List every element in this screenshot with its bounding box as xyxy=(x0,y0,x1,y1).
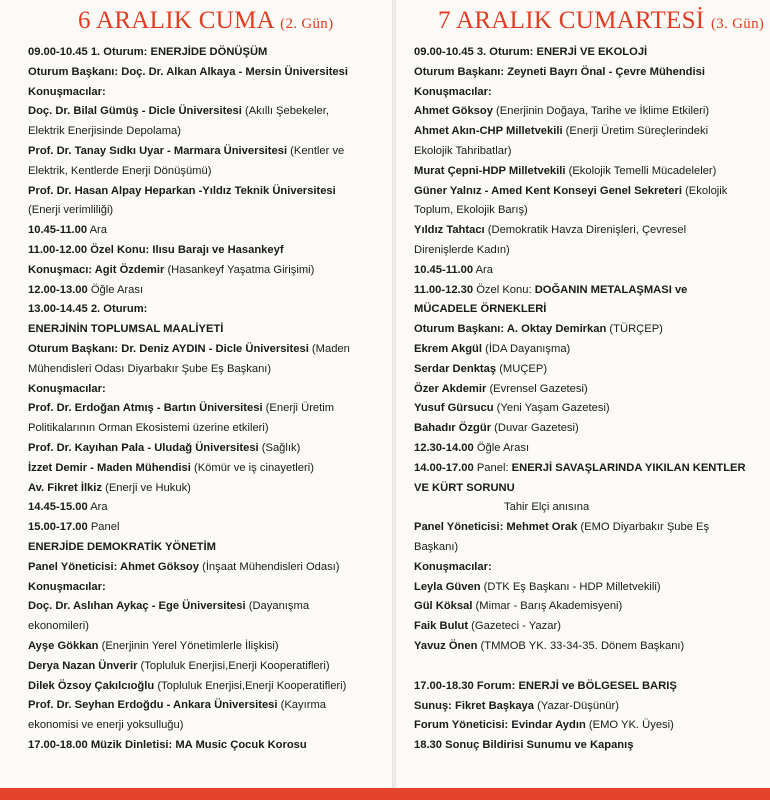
day-1-subtitle: (2. Gün) xyxy=(280,16,334,32)
program-line xyxy=(28,320,386,340)
line-bold-text: 14.45-15.00 xyxy=(28,501,88,514)
program-line xyxy=(28,558,386,578)
line-bold-text: ENERJİDE DEMOKRATİK YÖNETİM xyxy=(28,540,216,553)
line-bold-text: VE KÜRT SORUNU xyxy=(414,481,515,494)
program-line xyxy=(28,518,386,538)
program-line xyxy=(28,736,386,756)
program-line xyxy=(414,261,766,281)
line-text: (Akıllı Şebekeler, xyxy=(241,105,329,118)
line-text: Panel: xyxy=(473,461,512,474)
line-text: (Enerji ve Hukuk) xyxy=(102,481,191,494)
program-line xyxy=(414,538,766,558)
program-line xyxy=(414,182,766,202)
line-bold-text: Sunuş: Fikret Başkaya xyxy=(414,699,535,712)
program-line xyxy=(28,43,386,63)
line-bold-text: Dilek Özsoy Çakılcıoğlu xyxy=(28,679,155,692)
line-bold-text: DOĞANIN METALAŞMASI ve xyxy=(534,283,688,296)
line-bold-text: Özer Akdemir xyxy=(414,382,487,395)
program-line xyxy=(28,459,386,479)
program-line xyxy=(414,459,766,479)
bottom-band xyxy=(0,788,770,800)
line-text: Öğle Arası xyxy=(473,441,530,454)
line-bold-text: Prof. Dr. Tanay Sıdkı Uyar - Marmara Üniversitesi xyxy=(28,144,288,157)
line-bold-text: Konuşmacı: Agit Özdemir xyxy=(28,263,165,276)
line-bold-text: Konuşmacılar: xyxy=(414,85,492,98)
line-bold-text: Panel Yöneticisi: Ahmet Göksoy xyxy=(28,560,199,573)
line-bold-text: Konuşmacılar: xyxy=(28,580,106,593)
line-bold-text: 12.30-14.00 xyxy=(414,441,474,454)
line-bold-text: Prof. Dr. Erdoğan Atmış - Bartın Üniversitesi xyxy=(28,402,263,415)
line-text: ekonomisi ve enerji yoksulluğu) xyxy=(28,719,184,732)
program-line xyxy=(414,578,766,598)
program-line xyxy=(28,182,386,202)
line-text: (İnşaat Mühendisleri Odası) xyxy=(198,560,340,573)
line-bold-text: Konuşmacılar: xyxy=(28,382,106,395)
line-bold-text: Oturum Başkanı: A. Oktay Demirkan xyxy=(414,323,607,336)
line-bold-text: Gül Köksal xyxy=(414,600,473,613)
line-bold-text: 13.00-14.45 2. Oturum: xyxy=(28,303,148,316)
program-line xyxy=(28,380,386,400)
line-bold-text: 11.00-12.30 xyxy=(414,283,474,296)
line-bold-text: Konuşmacılar: xyxy=(414,560,492,573)
program-line xyxy=(28,261,386,281)
line-bold-text: Bahadır Özgür xyxy=(414,422,492,435)
line-bold-text: ENERJİ SAVAŞLARINDA YIKILAN KENTLER xyxy=(511,461,746,474)
line-bold-text: 09.00-10.45 1. Oturum: ENERJİDE DÖNÜŞÜM xyxy=(28,46,268,58)
program-line xyxy=(28,201,386,221)
line-text: (Enerji Üretim xyxy=(262,402,335,415)
program-line xyxy=(28,617,386,637)
program-line xyxy=(414,637,766,657)
line-bold-text: Faik Bulut xyxy=(414,620,469,633)
program-line xyxy=(28,419,386,439)
line-text: (Dayanışma xyxy=(245,600,310,613)
program-line xyxy=(414,300,766,320)
program-line xyxy=(414,122,766,142)
line-bold-text: Ahmet Göksoy xyxy=(414,105,493,118)
line-text: (Maden xyxy=(308,342,350,355)
program-line xyxy=(414,518,766,538)
program-line xyxy=(28,696,386,716)
line-text: (EMO Diyarbakır Şube Eş xyxy=(577,521,710,534)
line-text: (İDA Dayanışma) xyxy=(481,342,571,355)
program-line xyxy=(28,360,386,380)
day-2-title-text: 7 ARALIK CUMARTESİ xyxy=(438,7,705,34)
line-text: Elektrik Enerjisinde Depolama) xyxy=(28,125,181,138)
line-text: Elektrik, Kentlerde Enerji Dönüşümü) xyxy=(28,164,212,177)
line-text: Politikalarının Orman Ekosistemi üzerine etkileri) xyxy=(28,422,269,435)
program-line xyxy=(28,538,386,558)
program-line xyxy=(414,498,766,518)
program-line xyxy=(28,300,386,320)
program-line xyxy=(28,102,386,122)
program-line xyxy=(414,162,766,182)
program-line xyxy=(28,399,386,419)
line-bold-text: Yusuf Gürsucu xyxy=(414,402,494,415)
program-line xyxy=(414,201,766,221)
program-line xyxy=(414,677,766,697)
line-bold-text: Yavuz Önen xyxy=(414,639,478,652)
line-bold-text: Prof. Dr. Hasan Alpay Heparkan -Yıldız Teknik Üniversitesi xyxy=(28,184,336,197)
line-bold-text: Konuşmacılar: xyxy=(28,85,106,98)
program-line xyxy=(28,578,386,598)
line-text: (Duvar Gazetesi) xyxy=(491,422,579,435)
line-text: (Enerjinin Doğaya, Tarihe ve İklime Etkileri) xyxy=(492,105,710,118)
day-2-column xyxy=(396,0,770,788)
program-line xyxy=(414,83,766,103)
line-text: Ara xyxy=(87,501,108,514)
line-bold-text: Güner Yalnız - Amed Kent Konseyi Genel Sekreteri xyxy=(414,184,682,197)
program-line xyxy=(414,281,766,301)
program-line xyxy=(414,399,766,419)
line-text: (Hasankeyf Yaşatma Girişimi) xyxy=(164,263,315,276)
line-text: (Ekolojik Temelli Mücadeleler) xyxy=(565,164,717,177)
line-bold-text: Leyla Güven xyxy=(414,580,481,593)
line-text: Mühendisleri Odası Diyarbakır Şube Eş Başkanı) xyxy=(28,362,272,375)
line-bold-text: Doç. Dr. Bilal Gümüş - Dicle Üniversitesi xyxy=(28,105,242,118)
line-text: (TÜRÇEP) xyxy=(606,323,663,336)
program-line xyxy=(28,83,386,103)
program-line xyxy=(28,142,386,162)
program-line xyxy=(28,716,386,736)
line-text: (EMO YK. Üyesi) xyxy=(585,719,674,732)
program-line xyxy=(414,43,766,63)
day-1-title-text: 6 ARALIK CUMA xyxy=(78,7,274,34)
line-bold-text: İzzet Demir - Maden Mühendisi xyxy=(28,461,191,474)
program-line xyxy=(28,340,386,360)
line-text: ekonomileri) xyxy=(28,620,89,633)
line-bold-text: 18.30 Sonuç Bildirisi Sunumu ve Kapanış xyxy=(414,739,634,752)
program-line xyxy=(414,63,766,83)
line-bold-text: 17.00-18.30 Forum: ENERJİ ve BÖLGESEL BARIŞ xyxy=(414,679,677,692)
line-text: (Ekolojik xyxy=(681,184,728,197)
line-bold-text: 10.45-11.00 xyxy=(414,263,474,276)
day-2-program xyxy=(414,43,766,756)
program-line xyxy=(414,439,766,459)
line-text: (Kentler ve xyxy=(287,144,345,157)
line-text: (Yeni Yaşam Gazetesi) xyxy=(493,402,610,415)
line-bold-text: Oturum Başkanı: Doç. Dr. Alkan Alkaya - Mersin Üniversitesi xyxy=(28,65,348,78)
line-text: (Gazeteci - Yazar) xyxy=(468,620,561,633)
line-text: Direnişlerde Kadın) xyxy=(414,243,510,256)
program-line xyxy=(28,162,386,182)
program-line xyxy=(414,617,766,637)
line-bold-text: MÜCADELE ÖRNEKLERİ xyxy=(414,303,547,316)
program-line xyxy=(414,142,766,162)
line-text: (Yazar-Düşünür) xyxy=(534,699,619,712)
program-line xyxy=(414,340,766,360)
program-line xyxy=(414,419,766,439)
line-text: (Mimar - Barış Akademisyeni) xyxy=(472,600,623,613)
program-line xyxy=(28,281,386,301)
program-line xyxy=(414,102,766,122)
line-bold-text: Av. Fikret İlkiz xyxy=(28,481,102,494)
line-bold-text: Panel Yöneticisi: Mehmet Orak xyxy=(414,521,578,534)
line-bold-text: Murat Çepni-HDP Milletvekili xyxy=(414,164,566,177)
program-line xyxy=(414,479,766,499)
line-text: (Demokratik Havza Direnişleri, Çevresel xyxy=(484,224,687,237)
line-bold-text: Prof. Dr. Seyhan Erdoğdu - Ankara Üniversitesi xyxy=(28,699,278,712)
spacer xyxy=(414,657,766,677)
line-bold-text: ENERJİNİN TOPLUMSAL MAALİYETİ xyxy=(28,323,224,336)
line-text: (Sağlık) xyxy=(258,441,301,454)
line-bold-text: Prof. Dr. Kayıhan Pala - Uludağ Üniversitesi xyxy=(28,441,259,454)
line-bold-text: 15.00-17.00 xyxy=(28,521,88,534)
program-line xyxy=(28,479,386,499)
day-1-program xyxy=(28,43,386,756)
line-bold-text: Oturum Başkanı: Zeyneti Bayrı Önal - Çevre Mühendisi xyxy=(414,65,705,78)
line-text: (Enerji Üretim Süreçlerindeki xyxy=(562,125,709,138)
program-line xyxy=(414,241,766,261)
program-line xyxy=(414,221,766,241)
line-bold-text: Ayşe Gökkan xyxy=(28,639,99,652)
line-text: (Kömür ve iş cinayetleri) xyxy=(190,461,314,474)
line-text: Öğle Arası xyxy=(87,283,144,296)
line-text: Ekolojik Tahribatlar) xyxy=(414,144,512,157)
line-text: (DTK Eş Başkanı - HDP Milletvekili) xyxy=(480,580,661,593)
program-line xyxy=(28,221,386,241)
line-text: (TMMOB YK. 33-34-35. Dönem Başkanı) xyxy=(477,639,685,652)
program-line xyxy=(28,63,386,83)
program-line xyxy=(28,657,386,677)
program-line xyxy=(414,597,766,617)
program-line xyxy=(414,558,766,578)
line-text: (Enerji verimliliği) xyxy=(28,204,114,217)
line-bold-text: Oturum Başkanı: Dr. Deniz AYDIN - Dicle Üniversitesi xyxy=(28,342,309,355)
program-line xyxy=(28,122,386,142)
line-text: (MUÇEP) xyxy=(496,362,548,375)
line-bold-text: Derya Nazan Ünverir xyxy=(28,659,138,672)
program-line xyxy=(28,677,386,697)
line-bold-text: Serdar Denktaş xyxy=(414,362,497,375)
program-line xyxy=(414,716,766,736)
line-bold-text: 10.45-11.00 xyxy=(28,224,88,237)
program-line xyxy=(28,637,386,657)
line-text: (Enerjinin Yerel Yönetimlerle İlişkisi) xyxy=(98,639,279,652)
line-text: (Topluluk Enerjisi,Enerji Kooperatifleri) xyxy=(154,679,347,692)
line-bold-text: 09.00-10.45 3. Oturum: ENERJİ VE EKOLOJİ xyxy=(414,46,648,58)
program-line xyxy=(414,736,766,756)
line-text: Ara xyxy=(87,224,108,237)
line-bold-text: Doç. Dr. Aslıhan Aykaç - Ege Üniversitesi xyxy=(28,600,246,613)
day-2-title xyxy=(414,6,766,39)
line-text: Tahir Elçi anısına xyxy=(504,501,590,514)
line-text: Özel Konu: xyxy=(473,283,535,296)
line-text: (Kayırma xyxy=(277,699,327,712)
program-line xyxy=(414,697,766,717)
line-bold-text: 17.00-18.00 Müzik Dinletisi: MA Music Çocuk Korosu xyxy=(28,738,307,751)
line-text: Panel xyxy=(87,521,120,534)
line-bold-text: Ekrem Akgül xyxy=(414,342,482,355)
program-line xyxy=(414,320,766,340)
line-text: (Evrensel Gazetesi) xyxy=(486,382,588,395)
line-text: Başkanı) xyxy=(414,540,459,553)
line-bold-text: Yıldız Tahtacı xyxy=(414,224,485,237)
program-line xyxy=(414,360,766,380)
line-bold-text: 14.00-17.00 xyxy=(414,461,474,474)
line-text: Ara xyxy=(473,263,494,276)
program-line xyxy=(28,439,386,459)
program-line xyxy=(28,597,386,617)
program-line xyxy=(28,498,386,518)
line-bold-text: Forum Yöneticisi: Evindar Aydın xyxy=(414,719,586,732)
day-2-subtitle: (3. Gün) xyxy=(710,16,765,32)
line-text: (Topluluk Enerjisi,Enerji Kooperatifleri) xyxy=(137,659,330,672)
program-line xyxy=(414,380,766,400)
line-bold-text: 12.00-13.00 xyxy=(28,283,88,296)
line-bold-text: 11.00-12.00 Özel Konu: Ilısu Barajı ve Hasankeyf xyxy=(28,243,284,256)
line-text: Toplum, Ekolojik Barış) xyxy=(414,204,528,217)
program-line xyxy=(28,241,386,261)
line-bold-text: Ahmet Akın-CHP Milletvekili xyxy=(414,125,563,138)
day-1-title xyxy=(28,6,386,39)
